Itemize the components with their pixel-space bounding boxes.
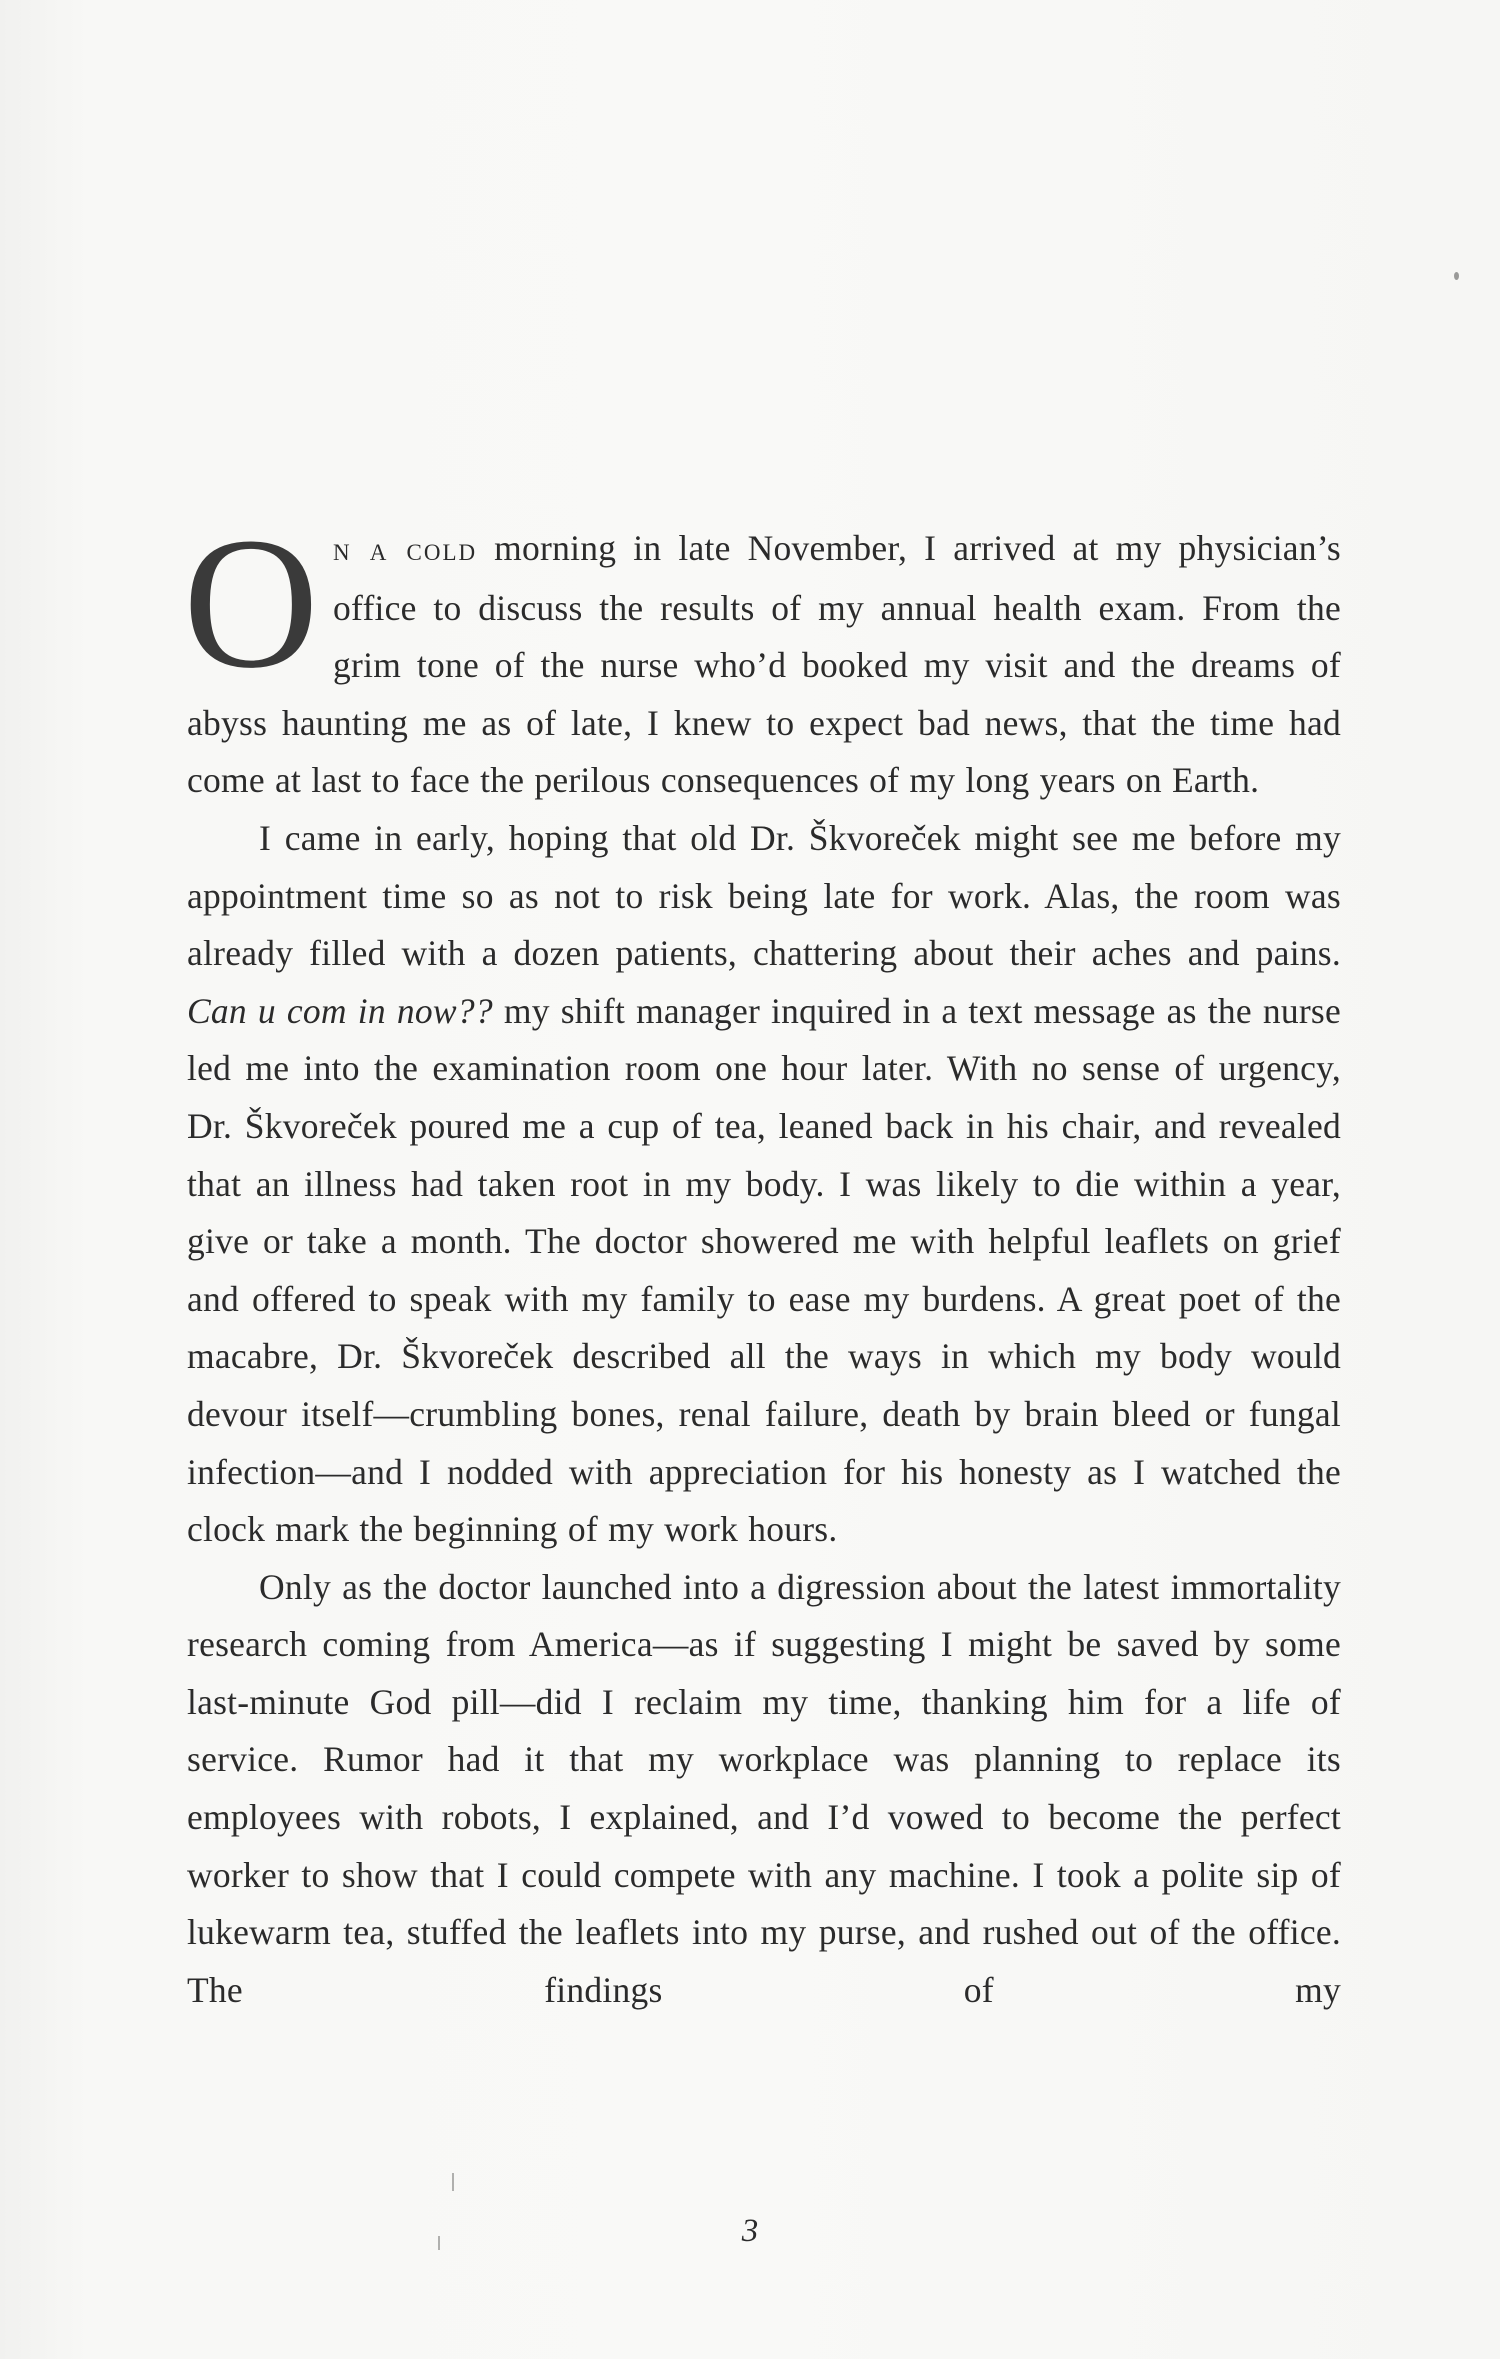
gutter-mark — [452, 2173, 454, 2191]
paper-speck — [1454, 272, 1459, 280]
text-message-quote: Can u com in now?? — [187, 990, 493, 1031]
paragraph-3-text: Only as the doctor launched into a digression about the latest immortality research coming from America—as if suggesting I might be saved by some last-minute God pill—did I reclaim my time, thanking him for a life of service. Rumor had it that my workplace was planning to replace its employees with robots, I explained, and I’d vowed to become the perfect worker to show that I could compete with any machine. I took a polite sip of lukewarm tea, stuffed the leaflets into my purse, and rushed out of the office. The findings of my — [187, 1566, 1341, 2010]
paragraph-1-text: morning in late November, I arrived at my physician’s office to discuss the results of my annual health exam. From the grim tone of the nurse who’d booked my visit and the dreams of abyss haunting me as of late, I knew to expect bad news, that the time had come at last to face the perilous consequences of my long years on Earth. — [187, 528, 1341, 801]
paragraph-1 — [183, 498, 1341, 810]
paragraph-2-text-b: my shift manager inquired in a text message as the nurse led me into the examination room one hour later. With no sense of urgency, Dr. Škvoreček poured me a cup of tea, leaned back in his chair, and revealed that an illness had taken root in my body. I was likely to die within a year, give or take a month. The doctor showered me with helpful leaflets on grief and offered to speak with my family to ease my burdens. A great poet of the macabre, Dr. Škvoreček described all the ways in which my body would devour itself—crumbling bones, renal failure, death by brain bleed or fungal infection—and I nodded with appreciation for his honesty as I watched the clock mark the beginning of my work hours. — [187, 990, 1341, 1550]
paragraph-3 — [187, 1559, 1341, 2077]
small-caps-opener: n a cold — [333, 532, 478, 568]
body-text — [183, 498, 1341, 2077]
drop-cap: O — [183, 498, 320, 707]
page-number: 3 — [741, 2213, 759, 2249]
paragraph-2 — [187, 810, 1341, 1559]
paragraph-2-text-a: I came in early, hoping that old Dr. Škvoreček might see me before my appointment time so as not to risk being late for work. Alas, the room was already filled with a dozen patients, chattering about their aches and pains. — [187, 817, 1341, 974]
